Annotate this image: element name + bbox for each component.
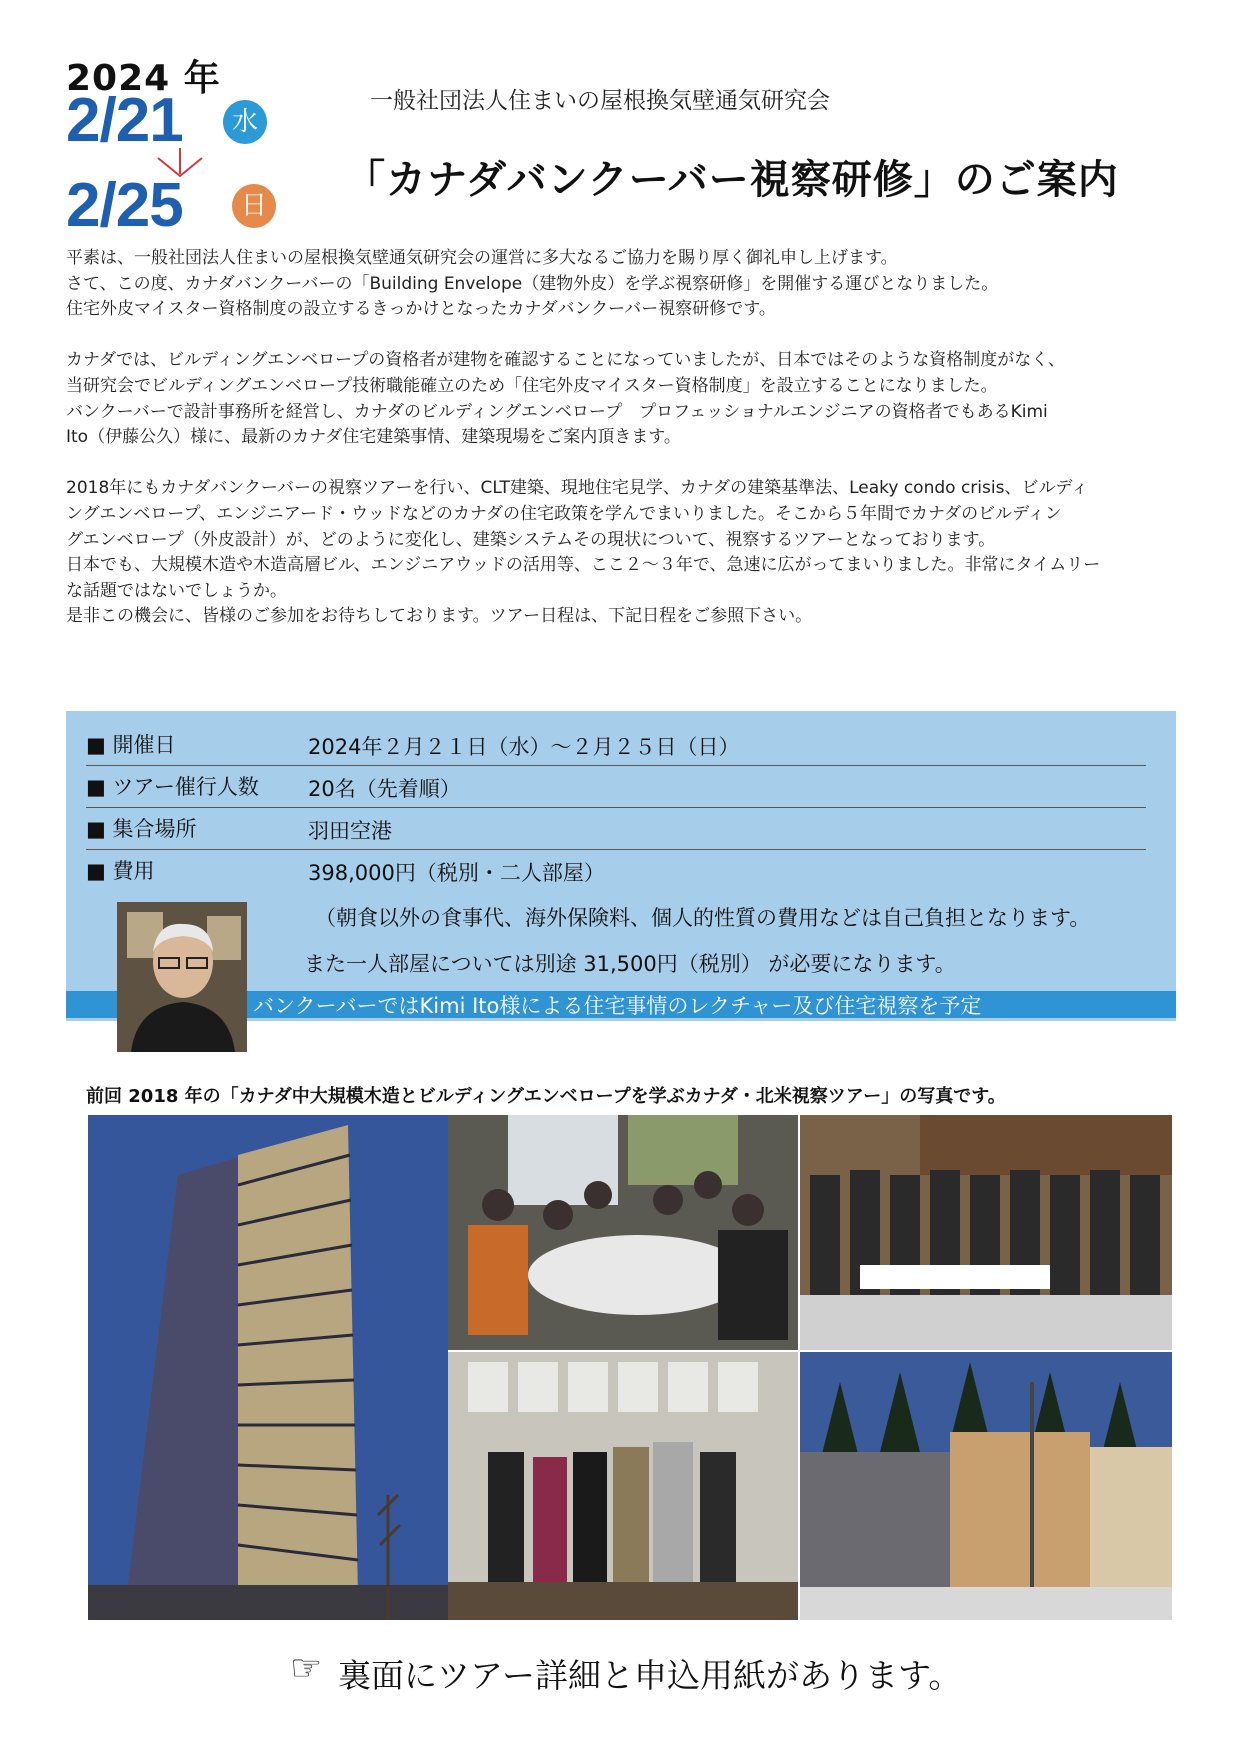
person-icon	[117, 902, 247, 1052]
info-row-date	[86, 725, 1146, 766]
clt-building-photo	[88, 1115, 448, 1620]
lecture-text: バンクーバーではKimi Ito様による住宅事情のレクチャー及び住宅視察を予定	[253, 994, 982, 1018]
paragraph-line: 日本でも、大規模木造や木造高層ビル、エンジニアウッドの活用等、ここ２〜３年で、急速に広がってまいりました。非常にタイムリー	[66, 555, 1101, 576]
info-label: ■ 費用	[86, 859, 155, 883]
end-day-badge: 日	[232, 184, 276, 228]
group-photo-office	[448, 1352, 798, 1620]
info-label: ■ 集合場所	[86, 817, 197, 841]
meeting-photo	[448, 1115, 798, 1350]
paragraph-line: 住宅外皮マイスター資格制度の設立するきっかけとなったカナダバンクーバー視察研修です。	[66, 299, 776, 320]
info-label: ■ 開催日	[86, 733, 176, 757]
info-value: 羽田空港	[308, 819, 392, 843]
info-value: 398,000円（税別・二人部屋）	[308, 861, 605, 885]
house-icon	[800, 1352, 1172, 1620]
page-title: 「カナダバンクーバー視察研修」のご案内	[345, 157, 1119, 203]
info-label: ■ ツアー催行人数	[86, 775, 259, 799]
info-value: 2024年２月２１日（水）〜２月２５日（日）	[308, 735, 740, 759]
cost-note: （朝食以外の食事代、海外保険料、個人的性質の費用などは自己負担となります。	[315, 906, 1091, 930]
paragraph-line: ングエンベロープ、エンジニアード・ウッドなどのカナダの住宅政策を学んでまいりました。そこから５年間でカナダのビルディン	[66, 503, 1062, 524]
people-group-icon	[448, 1352, 798, 1620]
start-day-badge: 水	[223, 100, 267, 144]
paragraph-line: な話題ではないでしょうか。	[66, 580, 287, 601]
organization-name: 一般社団法人住まいの屋根換気壁通気研究会	[370, 88, 830, 114]
cost-note: また一人部屋については別途 31,500円（税別） が必要になります。	[304, 952, 956, 976]
end-date: 2/25	[66, 171, 183, 240]
paragraph-line: グエンベロープ（外皮設計）が、どのように変化し、建築システムその現状について、視察するツアーとなっております。	[66, 529, 996, 550]
housing-construction-photo	[800, 1352, 1172, 1620]
info-row-people	[86, 767, 1146, 808]
info-row-cost	[86, 851, 1146, 891]
intro-text	[66, 246, 1176, 630]
people-group-icon	[448, 1115, 798, 1350]
paragraph-line: バンクーバーで設計事務所を経営し、カナダのビルディングエンベロープ プロフェッショナルエンジニアの資格者でもあるKimi	[66, 401, 1048, 422]
building-icon	[88, 1115, 448, 1620]
photo-caption: 前回 2018 年の「カナダ中大規模木造とビルディングエンベロープを学ぶカナダ・北米視察ツアー」の写真です。	[86, 1086, 1006, 1107]
paragraph-line: 是非この機会に、皆様のご参加をお待ちしております。ツアー日程は、下記日程をご参照下さい。	[66, 606, 813, 627]
info-value: 20名（先着順）	[308, 777, 461, 801]
paragraph-line: Ito（伊藤公久）様に、最新のカナダ住宅建築事情、建築現場をご案内頂きます。	[66, 427, 681, 448]
info-row-meeting	[86, 809, 1146, 850]
footer-note: 裏面にツアー詳細と申込用紙があります。	[338, 1656, 962, 1695]
paragraph-line: 平素は、一般社団法人住まいの屋根換気壁通気研究会の運営に多大なるご協力を賜り厚く御礼申し上げます。	[66, 248, 898, 268]
year-label: 2024 年	[66, 58, 221, 99]
start-date: 2/21	[66, 86, 183, 155]
paragraph-line: カナダでは、ビルディングエンベロープの資格者が建物を確認することになっていましたが、日本ではそのような資格制度がなく、	[66, 350, 1065, 371]
people-group-icon	[800, 1115, 1172, 1350]
paragraph-line: 当研究会でビルディングエンベロープ技術職能確立のため「住宅外皮マイスター資格制度」を設立することになりました。	[66, 375, 998, 396]
portrait-photo	[117, 902, 247, 1052]
group-photo-restaurant	[800, 1115, 1172, 1350]
paragraph-line: 2018年にもカナダバンクーバーの視察ツアーを行い、CLT建築、現地住宅見学、カナダの建築基準法、Leaky condo crisis、ビルディ	[66, 478, 1089, 499]
pointing-hand-icon: ☞	[290, 1648, 323, 1689]
paragraph-line: さて、この度、カナダバンクーバーの「Building Envelope（建物外皮）を学ぶ視察研修」を開催する運びとなりました。	[66, 273, 999, 294]
